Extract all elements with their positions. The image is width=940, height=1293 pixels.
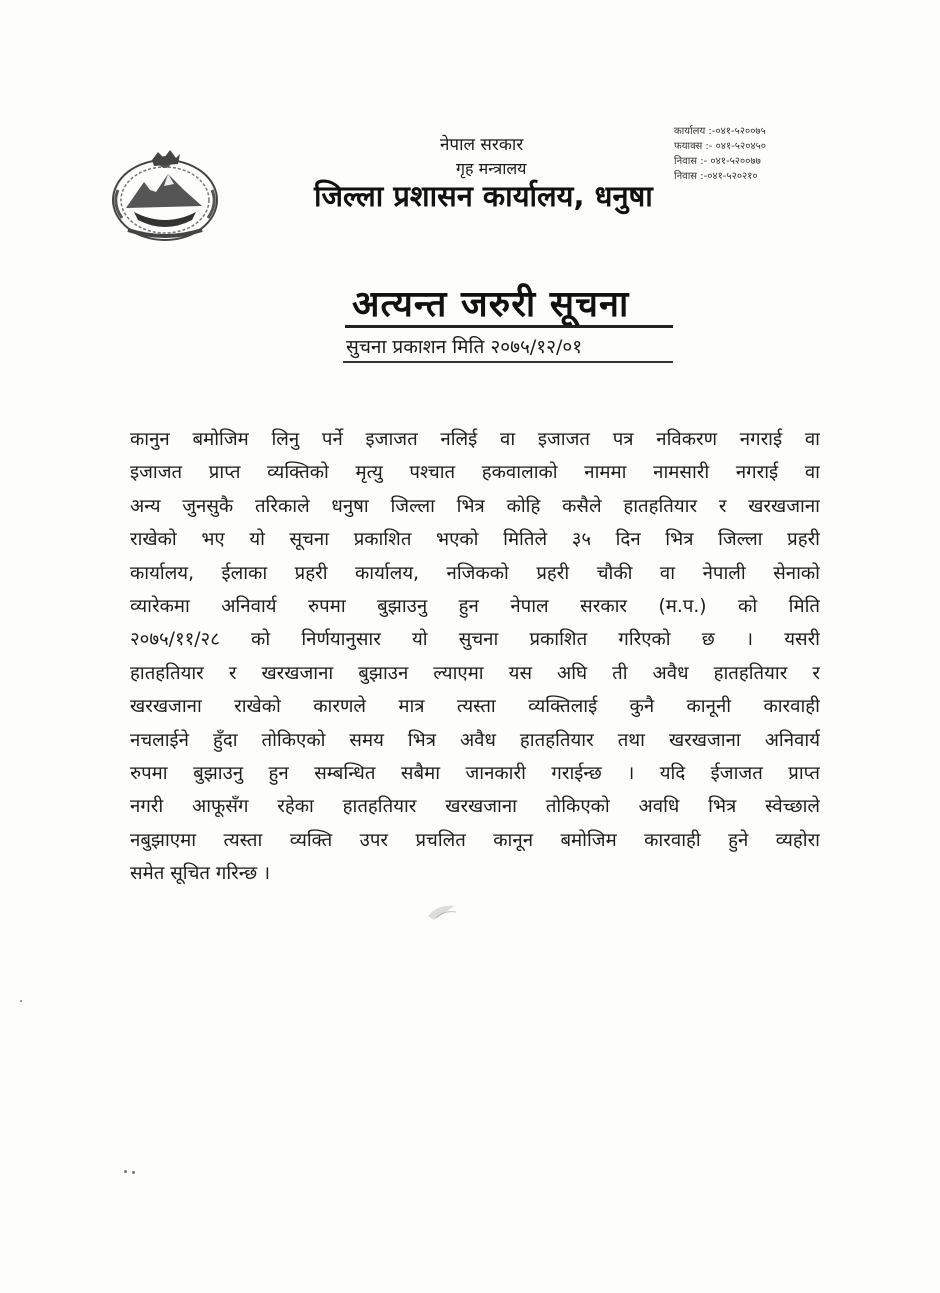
body-line: हातहतियार र खरखजाना बुझाउन ल्याएमा यस अघि ती अवैध हातहतियार र bbox=[130, 662, 820, 684]
ministry-name: गृह मन्त्रालय bbox=[456, 159, 527, 178]
notice-body bbox=[130, 423, 820, 891]
scan-smudge bbox=[424, 898, 460, 924]
nepal-government-emblem-icon bbox=[104, 146, 226, 244]
subtitle-underline bbox=[343, 361, 673, 363]
body-line: नगरी आफूसँग रहेका हातहतियार खरखजाना तोकिएको अवधि भित्र स्वेच्छाले bbox=[130, 796, 820, 818]
office-phone: कार्यालय :-०४१-५२००७५ bbox=[674, 126, 766, 137]
body-line: २०७५/११/२८ को निर्णयानुसार यो सुचना प्रकाशित गरिएको छ । यसरी bbox=[130, 629, 820, 651]
residence-phone-2: निवास :-०४१-५२०२१० bbox=[674, 171, 758, 182]
body-line: नबुझाएमा त्यस्ता व्यक्ति उपर प्रचलित कानून बमोजिम कारवाही हुने व्यहोरा bbox=[130, 829, 820, 851]
body-line: राखेको भए यो सूचना प्रकाशित भएको मितिले ३५ दिन भित्र जिल्ला प्रहरी bbox=[130, 529, 820, 551]
body-line: इजाजत प्राप्त व्यक्तिको मृत्यु पश्चात हकवालाको नाममा नामसारी नगराई वा bbox=[130, 462, 820, 484]
publication-date: सुचना प्रकाशन मिति २०७५/१२/०१ bbox=[346, 336, 583, 358]
contact-numbers bbox=[674, 124, 766, 184]
residence-phone: निवास :- ०४१-५२००७७ bbox=[674, 156, 761, 167]
scan-speck bbox=[132, 1171, 135, 1174]
body-line: खरखजाना राखेको कारणले मात्र त्यस्ता व्यक्तिलाई कुनै कानूनी कारवाही bbox=[130, 696, 820, 718]
scan-speck bbox=[20, 1000, 22, 1002]
body-line: समेत सूचित गरिन्छ । bbox=[130, 863, 271, 885]
scan-speck bbox=[124, 1170, 127, 1173]
fax-number: फयाक्स :- ०४१-५२०४५० bbox=[674, 141, 766, 152]
body-line: व्यारेकमा अनिवार्य रुपमा बुझाउनु हुन नेपाल सरकार (म.प.) को मिति bbox=[130, 596, 820, 618]
office-name: जिल्ला प्रशासन कार्यालय, धनुषा bbox=[314, 179, 653, 213]
title-underline bbox=[345, 325, 673, 328]
notice-title: अत्यन्त जरुरी सूचना bbox=[352, 284, 630, 325]
body-line: नचलाईने हुँदा तोकिएको समय भित्र अवैध हातहतियार तथा खरखजाना अनिवार्य bbox=[130, 729, 820, 751]
body-line: कार्यालय, ईलाका प्रहरी कार्यालय, नजिकको प्रहरी चौकी वा नेपाली सेनाको bbox=[130, 562, 820, 584]
government-name: नेपाल सरकार bbox=[440, 135, 524, 155]
body-line: अन्य जुनसुकै तरिकाले धनुषा जिल्ला भित्र कोहि कसैले हातहतियार र खरखजाना bbox=[130, 495, 820, 517]
body-line: रुपमा बुझाउनु हुन सम्बन्धित सबैमा जानकारी गराईन्छ । यदि ईजाजत प्राप्त bbox=[130, 763, 820, 785]
body-line: कानुन बमोजिम लिनु पर्ने इजाजत नलिई वा इजाजत पत्र नविकरण नगराई वा bbox=[130, 429, 820, 450]
